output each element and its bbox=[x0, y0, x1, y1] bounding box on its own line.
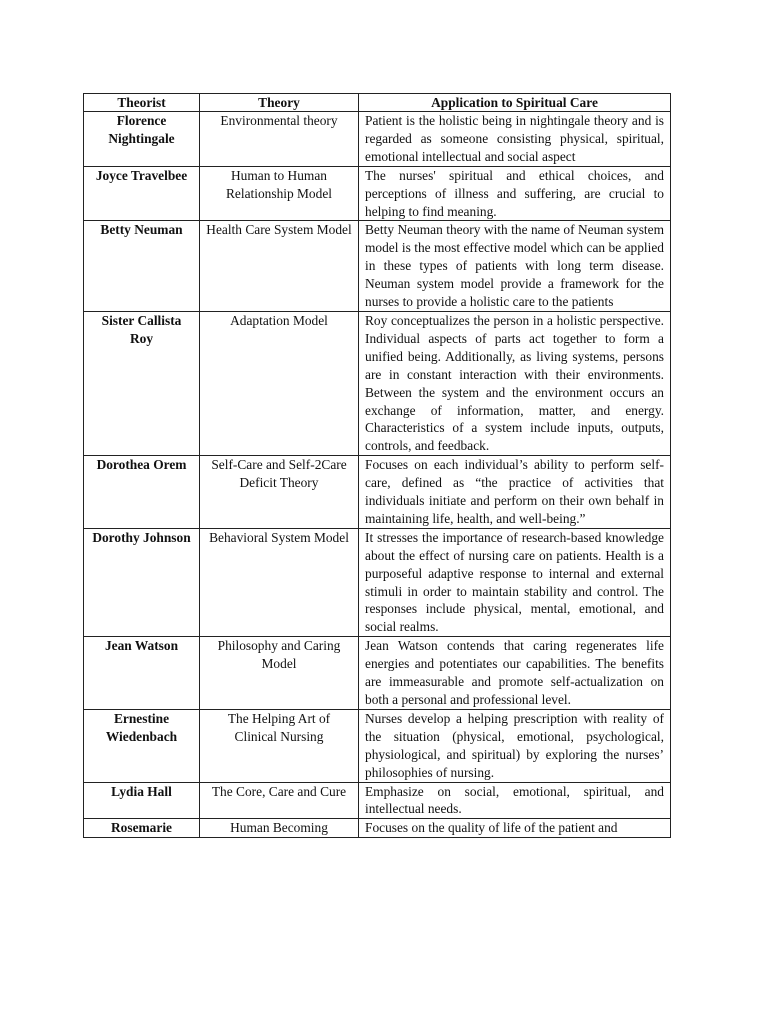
application-cell: Focuses on the quality of life of the patient and bbox=[359, 819, 671, 838]
application-cell: Patient is the holistic being in nightingale theory and is regarded as someone consisting physical, spiritual, emotional intellectual and social aspect bbox=[359, 112, 671, 167]
table-row bbox=[84, 528, 671, 636]
table-row bbox=[84, 221, 671, 312]
theorist-cell: Florence Nightingale bbox=[84, 112, 200, 167]
theory-cell: Human Becoming bbox=[200, 819, 359, 838]
theory-cell: Human to Human Relationship Model bbox=[200, 166, 359, 221]
theory-cell: Behavioral System Model bbox=[200, 528, 359, 636]
application-cell: Nurses develop a helping prescription with reality of the situation (physical, emotional, psychological, physiological, and spiritual) by exploring the nurses’ philosophies of nursing. bbox=[359, 709, 671, 782]
nursing-theory-table bbox=[83, 93, 671, 838]
header-theorist: Theorist bbox=[84, 94, 200, 112]
header-application: Application to Spiritual Care bbox=[359, 94, 671, 112]
theorist-cell: Dorothea Orem bbox=[84, 456, 200, 529]
application-cell: The nurses' spiritual and ethical choices, and perceptions of illness and suffering, are crucial to helping to find meaning. bbox=[359, 166, 671, 221]
application-cell: Jean Watson contends that caring regenerates life energies and potentiates our capabilities. The benefits are immeasurable and promote self-actualization on both a personal and professional level. bbox=[359, 637, 671, 710]
theorist-cell: Ernestine Wiedenbach bbox=[84, 709, 200, 782]
application-cell: It stresses the importance of research-based knowledge about the effect of nursing care on patients. Health is a purposeful adaptive response to internal and external stimuli in order to maintain stability and control. The responses include physical, mental, emotional, and social realms. bbox=[359, 528, 671, 636]
theory-cell: Philosophy and Caring Model bbox=[200, 637, 359, 710]
theorist-cell: Joyce Travelbee bbox=[84, 166, 200, 221]
table-row bbox=[84, 166, 671, 221]
table-row bbox=[84, 819, 671, 838]
table-row bbox=[84, 112, 671, 167]
theory-cell: Adaptation Model bbox=[200, 311, 359, 455]
theorist-cell: Lydia Hall bbox=[84, 782, 200, 819]
theorist-cell: Jean Watson bbox=[84, 637, 200, 710]
theorist-cell: Betty Neuman bbox=[84, 221, 200, 312]
application-cell: Emphasize on social, emotional, spiritual, and intellectual needs. bbox=[359, 782, 671, 819]
table-row bbox=[84, 782, 671, 819]
theory-cell: Environmental theory bbox=[200, 112, 359, 167]
theorist-cell: Dorothy Johnson bbox=[84, 528, 200, 636]
table-row bbox=[84, 709, 671, 782]
theorist-cell: Sister Callista Roy bbox=[84, 311, 200, 455]
table-row bbox=[84, 637, 671, 710]
table-header-row bbox=[84, 94, 671, 112]
table-row bbox=[84, 456, 671, 529]
header-theory: Theory bbox=[200, 94, 359, 112]
application-cell: Betty Neuman theory with the name of Neuman system model is the most effective model which can be applied in these types of patients with long term disease. Neuman system model provide a framework for the nurses to provide a holistic care to the patients bbox=[359, 221, 671, 312]
theorist-cell: Rosemarie bbox=[84, 819, 200, 838]
table-row bbox=[84, 311, 671, 455]
theory-cell: The Core, Care and Cure bbox=[200, 782, 359, 819]
theory-cell: The Helping Art of Clinical Nursing bbox=[200, 709, 359, 782]
application-cell: Focuses on each individual’s ability to perform self-care, defined as “the practice of activities that individuals initiate and perform on their own behalf in maintaining life, health, and well-being.” bbox=[359, 456, 671, 529]
theory-cell: Health Care System Model bbox=[200, 221, 359, 312]
theory-cell: Self-Care and Self-2Care Deficit Theory bbox=[200, 456, 359, 529]
application-cell: Roy conceptualizes the person in a holistic perspective. Individual aspects of parts act together to form a unified being. Additionally, as living systems, persons are in constant interaction with their environments. Between the system and the environment occurs an exchange of information, matter, and energy. Characteristics of a system include inputs, outputs, controls, and feedback. bbox=[359, 311, 671, 455]
